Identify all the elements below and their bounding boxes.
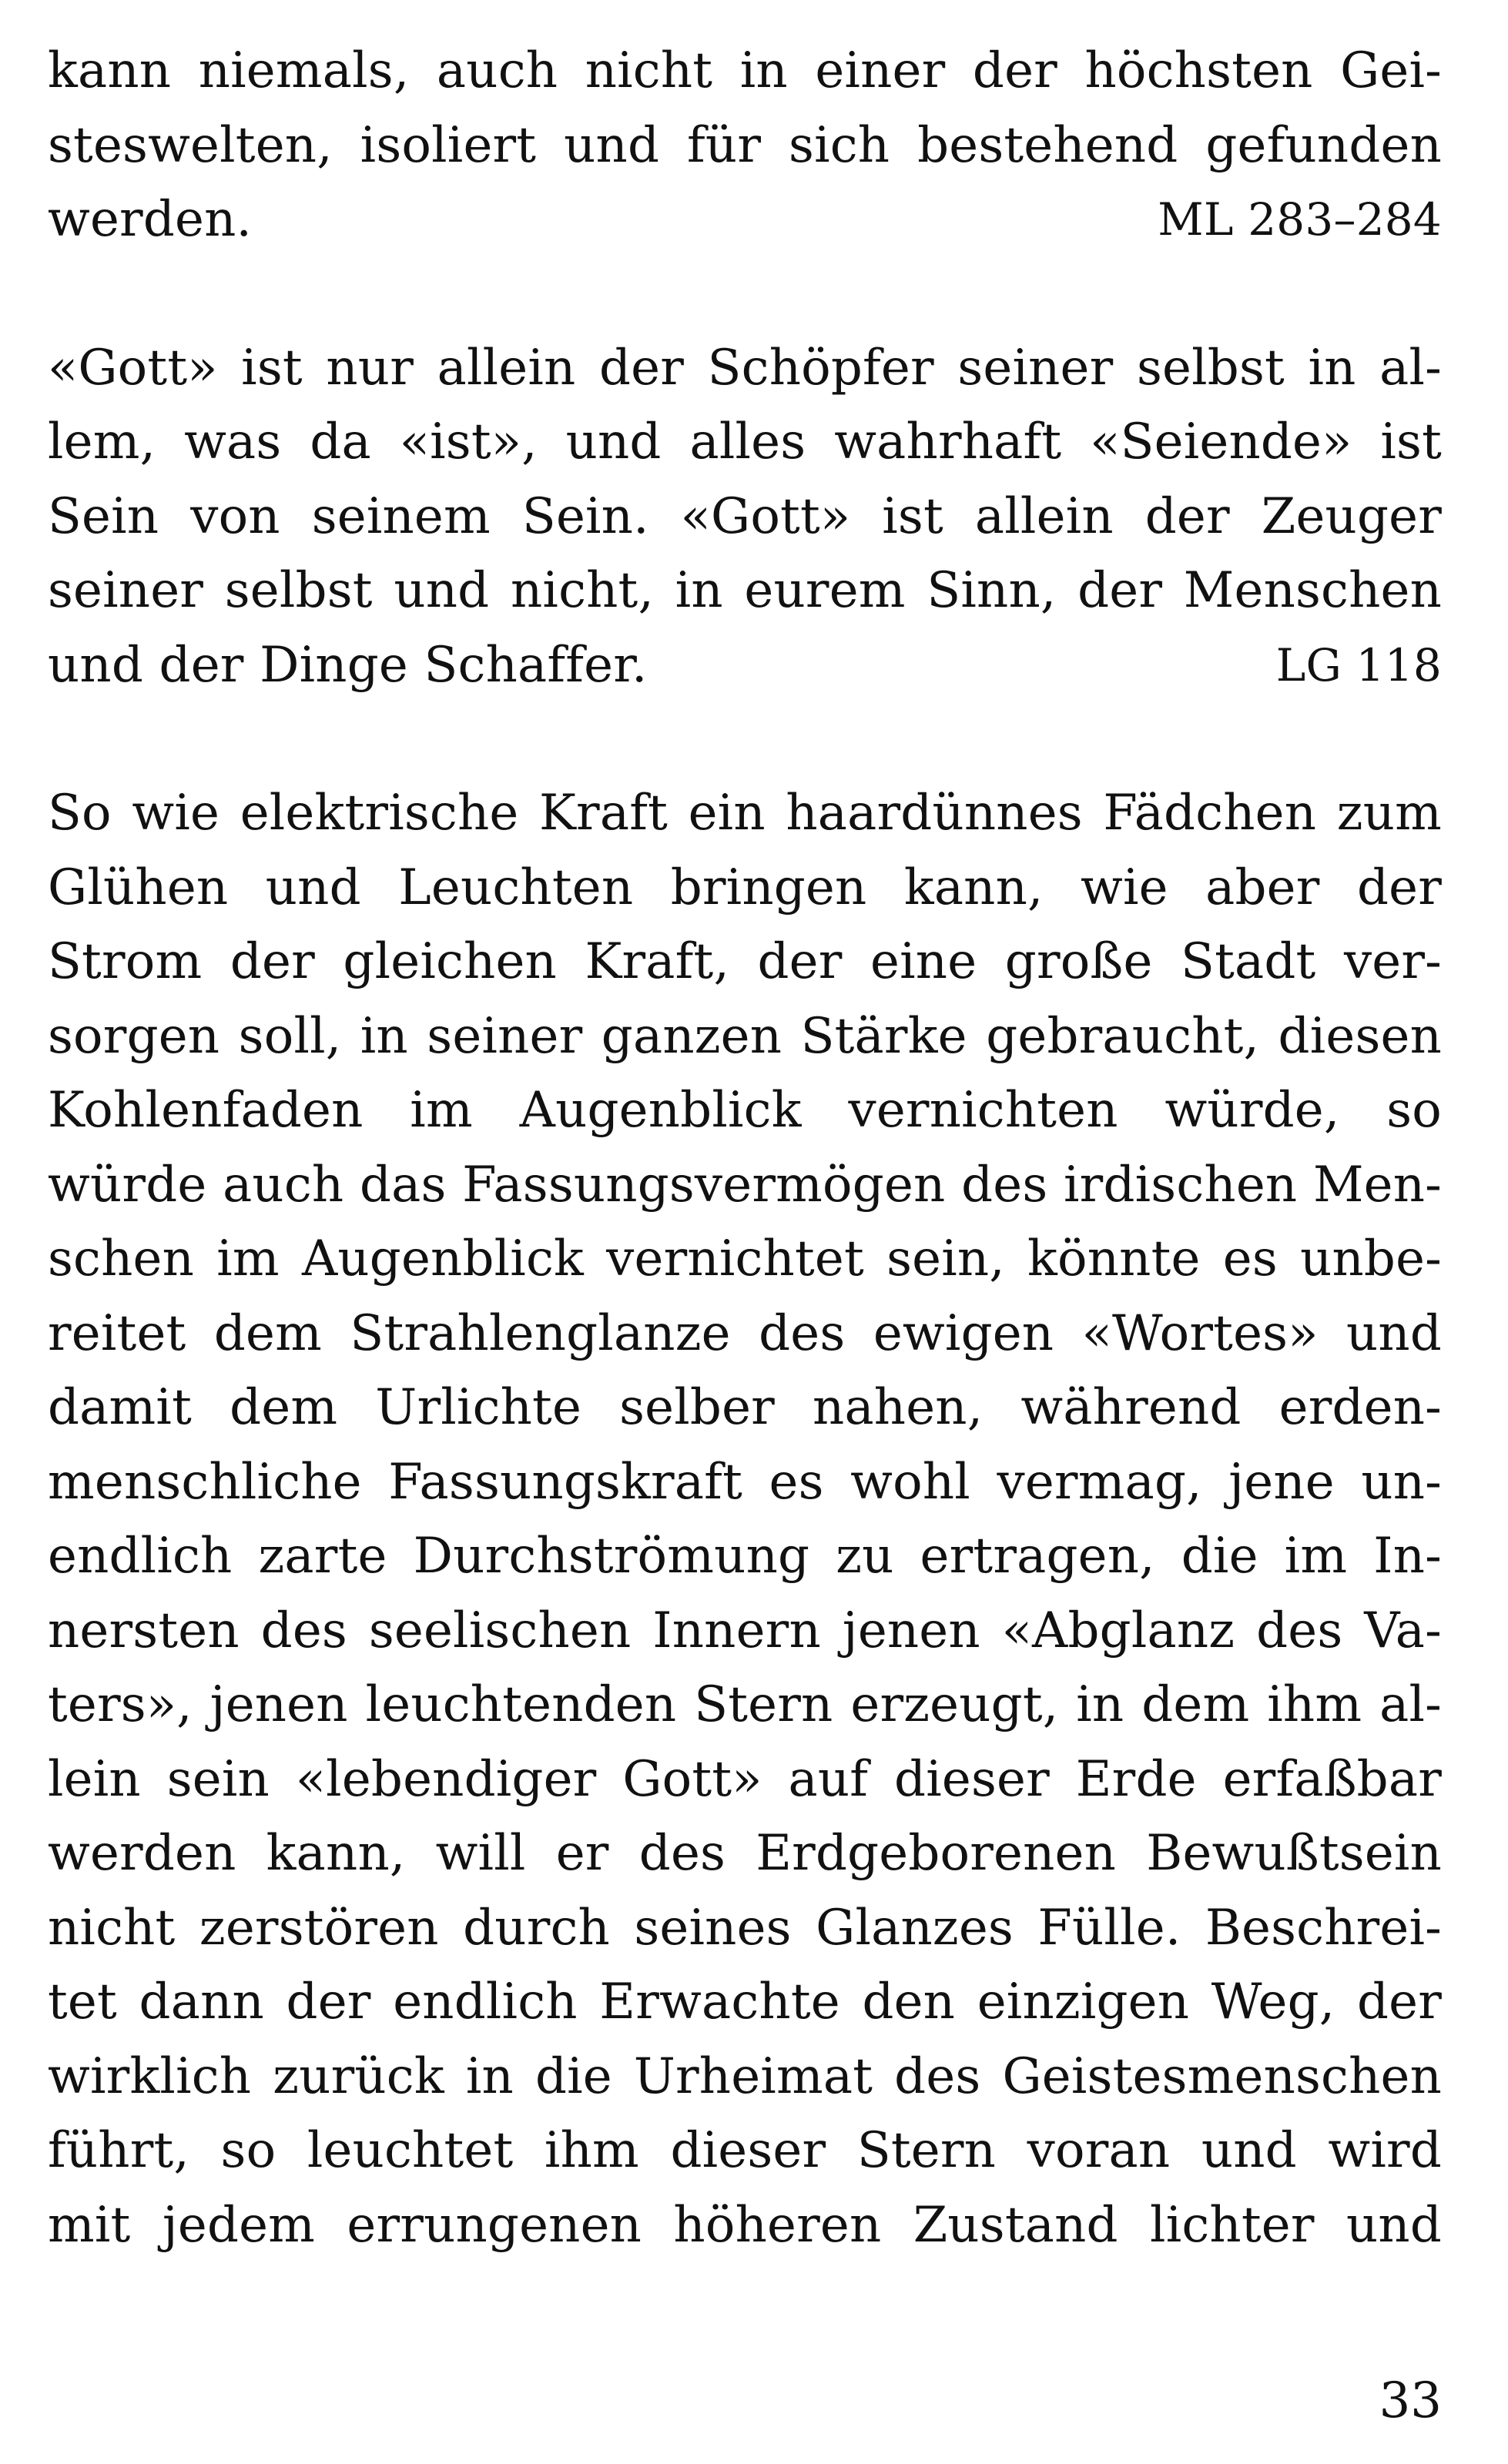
text-line: Strom der gleichen Kraft, der eine große Stadt ver- [48, 933, 1442, 990]
text-line: steswelten, isoliert und für sich bestehend gefunden [48, 116, 1442, 174]
text-line: sorgen soll, in seiner ganzen Stärke gebraucht, diesen [48, 1007, 1442, 1065]
text-line: So wie elektrische Kraft ein haardünnes Fädchen zum [48, 785, 1442, 842]
source-reference: ML 283–284 [1158, 193, 1442, 246]
text-line: reitet dem Strahlenglanze des ewigen «Wortes» und [48, 1304, 1442, 1362]
text-line: schen im Augenblick vernichtet sein, könnte es unbe- [48, 1230, 1442, 1287]
text-line: seiner selbst und nicht, in eurem Sinn, der Menschen [48, 562, 1442, 619]
source-reference: LG 118 [1275, 638, 1442, 691]
text-line: lein sein «lebendiger Gott» auf dieser Erde erfaßbar [48, 1750, 1442, 1808]
book-page [48, 34, 1442, 2262]
text-line: Kohlenfaden im Augenblick vernichten würde, so [48, 1082, 1442, 1139]
text-line: nersten des seelischen Innern jenen «Abglanz des Va- [48, 1602, 1442, 1659]
paragraph-3 [48, 776, 1442, 2262]
text-line: mit jedem errungenen höheren Zustand lichter und [48, 2196, 1442, 2254]
text-line: ters», jenen leuchtenden Stern erzeugt, in dem ihm al- [48, 1676, 1442, 1733]
paragraph-gap [48, 702, 1442, 776]
paragraph-1 [48, 34, 1442, 257]
text-line: nicht zerstören durch seines Glanzes Fülle. Beschrei- [48, 1899, 1442, 1957]
text-line: damit dem Urlichte selber nahen, während erden- [48, 1379, 1442, 1436]
text-line-final [48, 182, 1442, 257]
text-line-final [48, 628, 1442, 703]
text-line-end: und der Dinge Schaffer. [48, 636, 648, 694]
text-line: lem, was da «ist», und alles wahrhaft «Seiende» ist [48, 413, 1442, 470]
paragraph-2 [48, 331, 1442, 703]
text-line: würde auch das Fassungsvermögen des irdischen Men- [48, 1156, 1442, 1214]
text-line: menschliche Fassungskraft es wohl vermag, jene un- [48, 1453, 1442, 1511]
text-line: «Gott» ist nur allein der Schöpfer seiner selbst in al- [48, 339, 1442, 397]
text-line: werden kann, will er des Erdgeborenen Bewußtsein [48, 1825, 1442, 1882]
text-line-end: werden. [48, 191, 253, 248]
text-line: tet dann der endlich Erwachte den einzigen Weg, der [48, 1974, 1442, 2030]
text-line: Sein von seinem Sein. «Gott» ist allein der Zeuger [48, 487, 1442, 545]
page-number: 33 [1379, 2372, 1442, 2429]
paragraph-gap [48, 257, 1442, 331]
text-line: endlich zarte Durchströmung zu ertragen, die im In- [48, 1528, 1442, 1585]
text-line: kann niemals, auch nicht in einer der höchsten Gei- [48, 42, 1442, 99]
text-line: Glühen und Leuchten bringen kann, wie aber der [48, 859, 1442, 916]
text-line: wirklich zurück in die Urheimat des Geistesmenschen [48, 2047, 1442, 2105]
text-line: führt, so leuchtet ihm dieser Stern voran und wird [48, 2122, 1442, 2179]
